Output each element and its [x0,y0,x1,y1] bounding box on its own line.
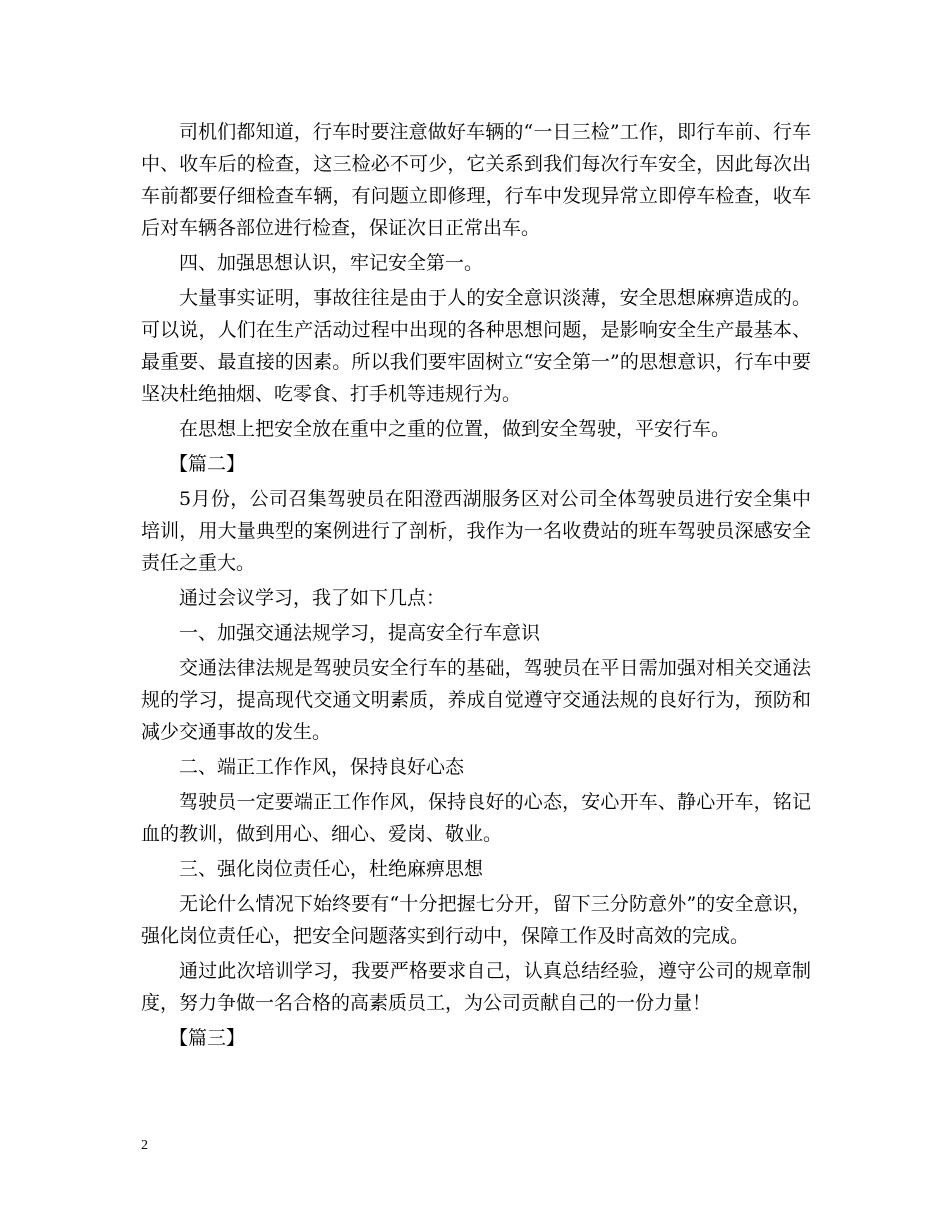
paragraph-conclusion: 通过此次培训学习，我要严格要求自己，认真总结经验，遵守公司的规章制度，努力争做一名合格的高素质员工，为公司贡献自己的一份力量！ [141,960,811,1014]
paragraph-responsibility: 无论什么情况下始终要有“十分把握七分开，留下三分防意外”的安全意识，强化岗位责任心，把安全问题落实到行动中，保障工作及时高效的完成。 [141,893,811,947]
paragraph-traffic-law: 交通法律法规是驾驶员安全行车的基础，驾驶员在平日需加强对相关交通法规的学习，提高现代交通文明素质，养成自觉遵守交通法规的良好行为，预防和减少交通事故的发生。 [141,657,811,743]
paragraph-work-style: 驾驶员一定要端正工作作风，保持良好的心态，安心开车、静心开车，铭记血的教训，做到用心、细心、爱岗、敬业。 [141,791,811,845]
section-heading-two: 二、端正工作作风，保持良好心态 [179,756,465,778]
chapter-heading-two: 【篇二】 [169,453,246,475]
paragraph-facts: 大量事实证明，事故往往是由于人的安全意识淡薄，安全思想麻痹造成的。可以说，人们在生产活动过程中出现的各种思想问题，是影响安全生产最基本、最重要、最直接的因素。所以我们要牢固树立“安全第一”的思想意识，行车中要坚决杜绝抽烟、吃零食、打手机等违规行为。 [141,287,811,405]
chapter-heading-three: 【篇三】 [169,1027,246,1049]
document-body [141,116,811,1057]
paragraph-inspection: 司机们都知道，行车时要注意做好车辆的“一日三检”工作，即行车前、行车中、收车后的检查，这三检必不可少，它关系到我们每次行车安全，因此每次出车前都要仔细检查车辆，有问题立即修理，行车中发现异常立即停车检查，收车后对车辆各部位进行检查，保证次日正常出车。 [141,121,811,239]
section-heading-three: 三、强化岗位责任心，杜绝麻痹思想 [179,858,484,880]
section-heading-four: 四、加强思想认识，牢记安全第一。 [179,252,484,274]
paragraph-training: 5月份，公司召集驾驶员在阳澄西湖服务区对公司全体驾驶员进行安全集中培训，用大量典型的案例进行了剖析，我作为一名收费站的班车驾驶员深感安全责任之重大。 [141,488,811,574]
section-heading-one: 一、加强交通法规学习，提高安全行车意识 [179,622,541,644]
paragraph-learned: 通过会议学习，我了如下几点： [179,587,446,609]
paragraph-safety-priority: 在思想上把安全放在重中之重的位置，做到安全驾驶，平安行车。 [179,418,731,440]
page-number: 2 [141,1138,148,1153]
